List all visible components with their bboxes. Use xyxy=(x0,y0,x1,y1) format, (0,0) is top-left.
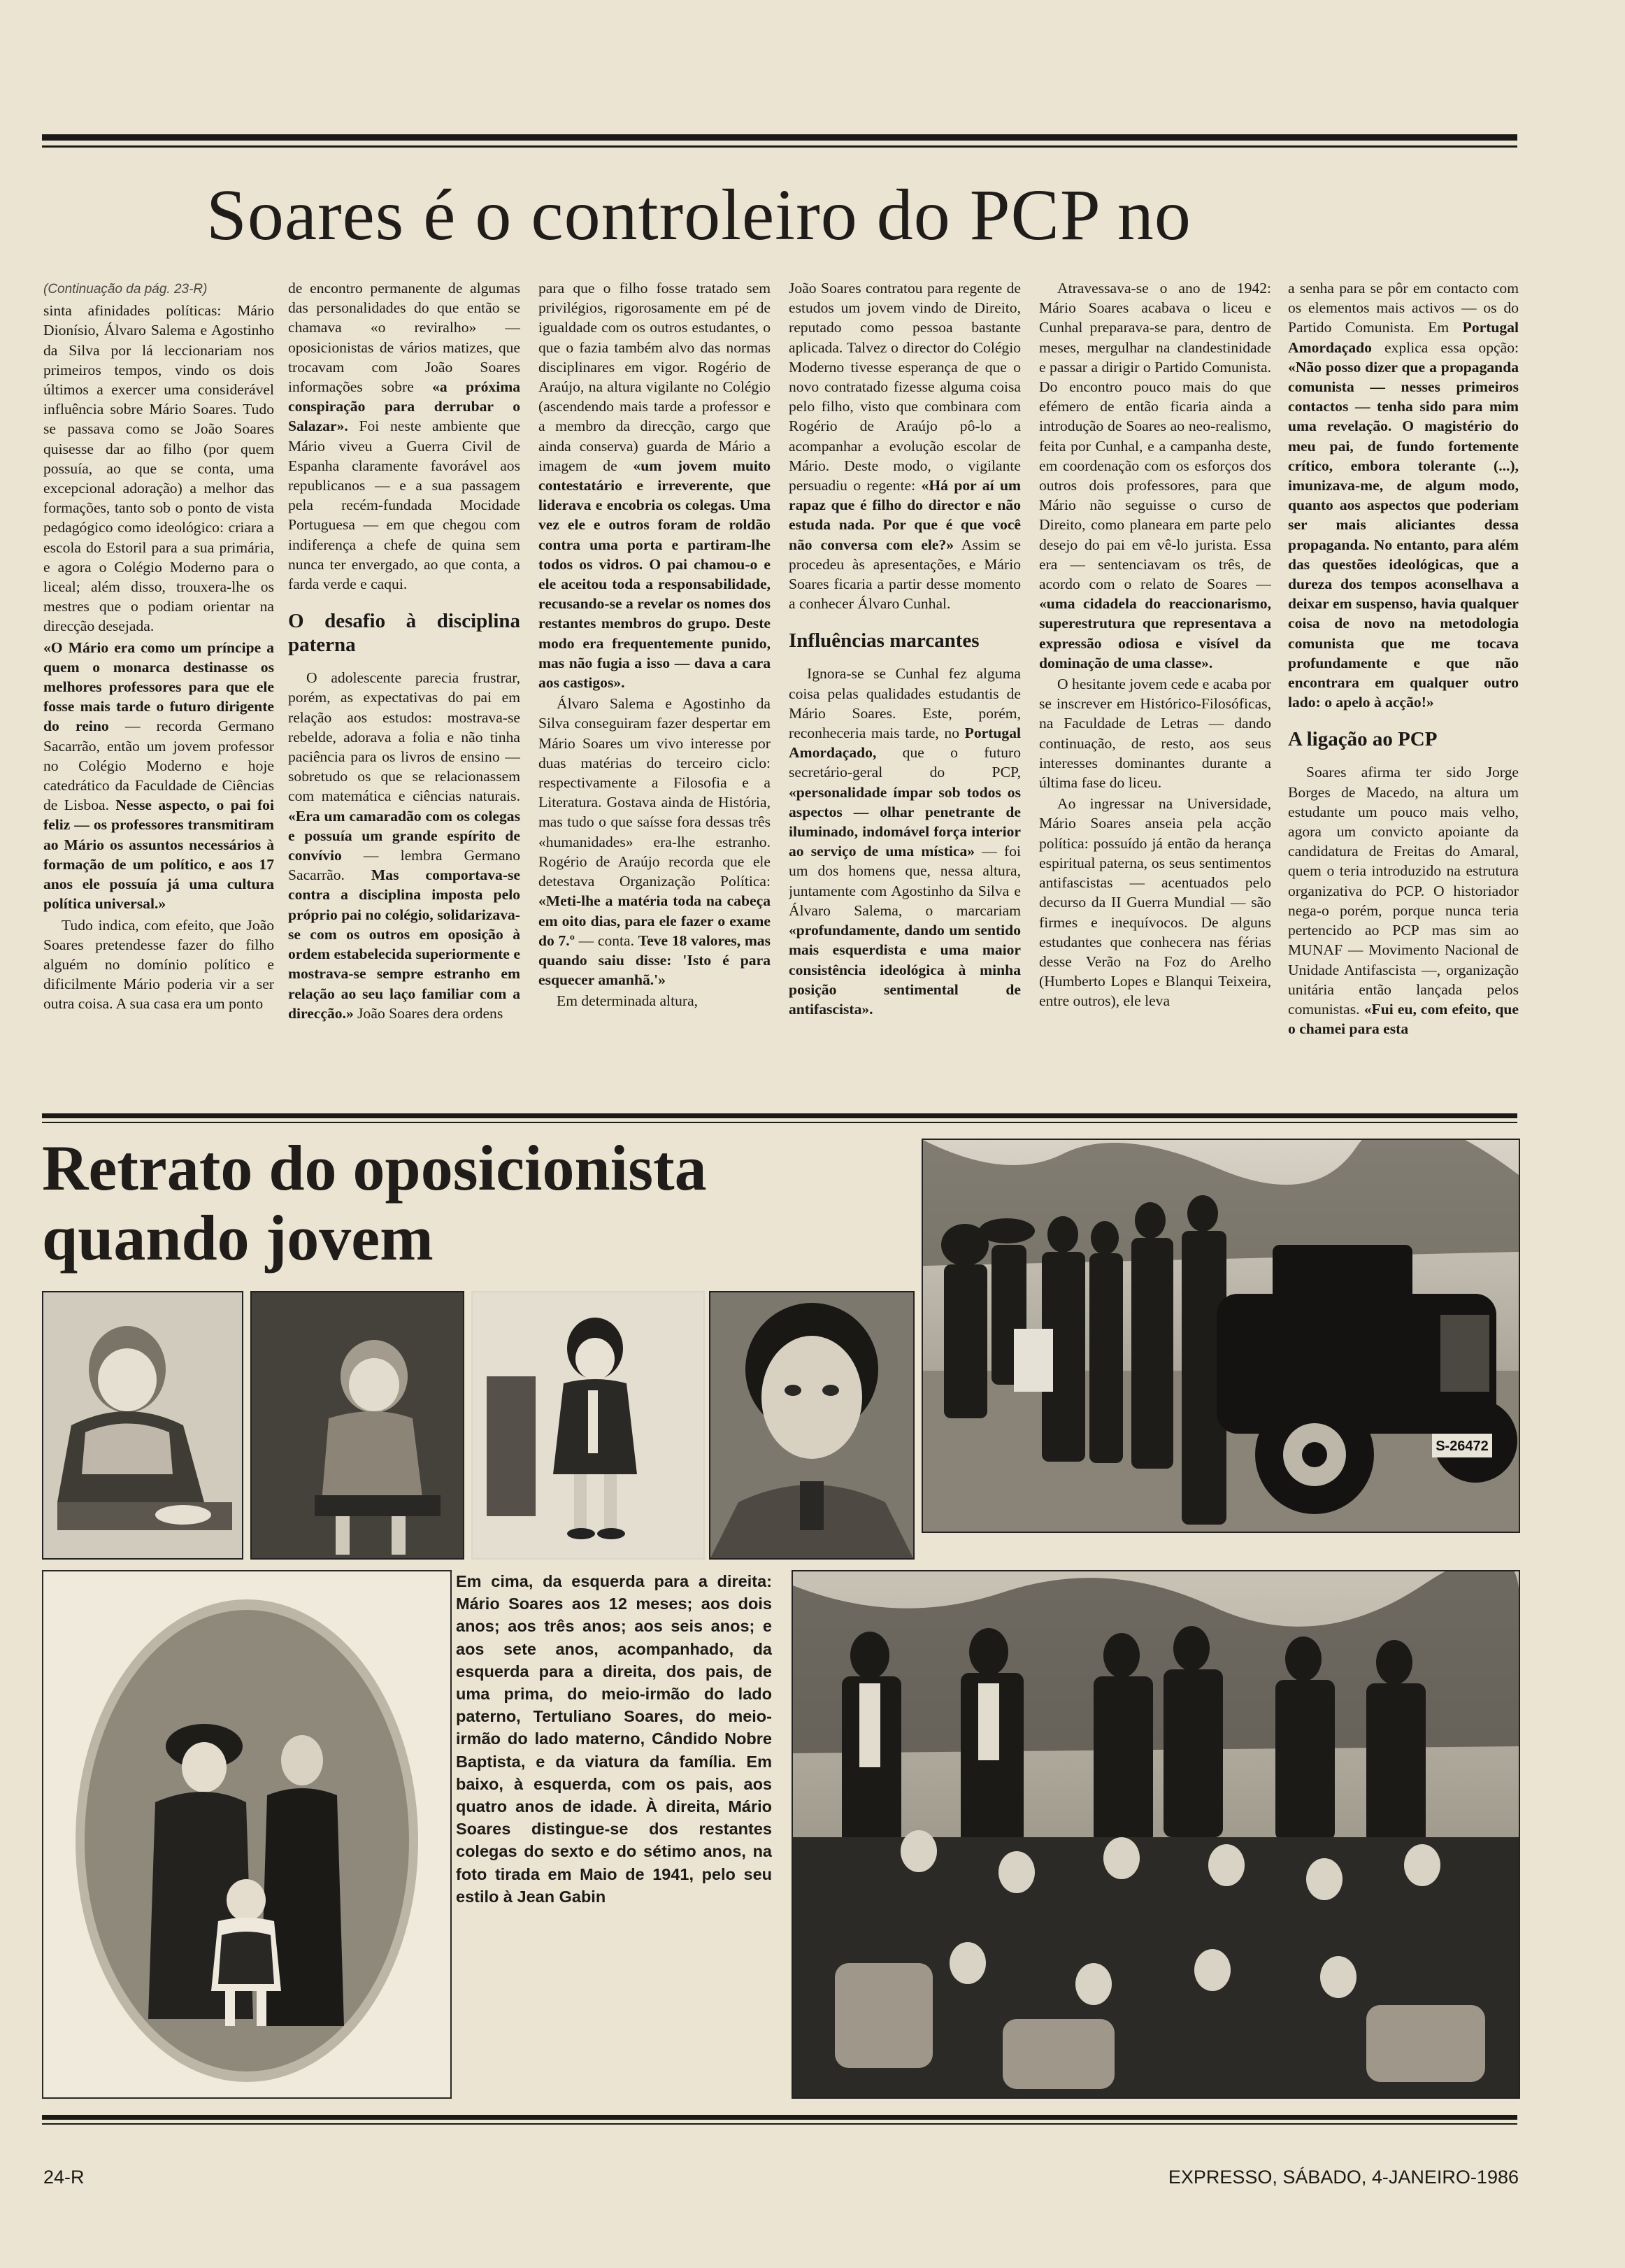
license-plate-text: S-26472 xyxy=(1436,1439,1489,1454)
top-rule-thick xyxy=(42,134,1517,141)
quote: «O Mário era como um príncipe a quem o monarca destinasse os melhores professores para que ele fosse mais tarde o futuro dirigente do reino xyxy=(43,639,274,735)
middle-rule-thick xyxy=(42,1113,1517,1118)
paragraph: de encontro permanente de algumas das personalidades do que então se chamava «o reviralho» — oposicionistas de vários matizes, que trocavam com João Soares informações sobre xyxy=(288,280,520,396)
paragraph: João Soares contratou para regente de estudos um jovem vindo de Direito, reputado como pessoa bastante aplicada. Talvez o director do Colégio Moderno tivesse esperança de que o novo contratado fizesse alguma coisa pelo filho, visto que combinara com Rogério de Araújo pô-lo a acompanhar a evolução escolar de Mário. Deste modo, o vigilante persuadiu o regente: xyxy=(789,280,1021,494)
quote: Mas comportava-se contra a disciplina imposta pelo próprio pai no colégio, solidarizava-se com os outros em oposição à ordem estabelecida superiormente e mostrava-se sempre estranho em relação ao seu laço familiar com a direcção.» xyxy=(288,866,520,1022)
photo-with-parents-oval-frame xyxy=(42,1570,452,2099)
quote: «uma cidadela do reaccionarismo, superestrutura que representava a expressão odiosa e visível da dominação de uma classe». xyxy=(1039,595,1271,671)
paragraph: — foi um dos homens que, nessa altura, juntamente com Agostinho da Silva e Álvaro Salema, o marcariam xyxy=(789,843,1021,919)
photo-school-group-1941 xyxy=(792,1570,1520,2099)
paragraph: Tudo indica, com efeito, que João Soares pretendesse fazer do filho alguém no domínio político e dificilmente Mário poderia vir a ser outra coisa. A sua casa era um ponto xyxy=(43,916,274,1013)
article-column-6 xyxy=(1288,278,1519,1097)
paragraph: — conta. xyxy=(578,932,635,949)
paragraph: Atravessava-se o ano de 1942: Mário Soares acabava o liceu e Cunhal preparava-se para, dentro de meses, mergulhar na clandestinidade e passar a dirigir o Partido Comunista. Do encontro pouco mais do que efémero de então ficaria ainda a introdução de Soares ao neo-realismo, feita por Cunhal, e a campanha deste, em coordenação com os esforços dos outros dois professores, para que Mário não seguisse o curso de Direito, como planeara em parte pelo desejo do pai em vê-lo jurista. Essa era — sentenciavam os três, de acordo com o relato de Soares — xyxy=(1039,280,1271,593)
paragraph: Álvaro Salema e Agostinho da Silva conseguiram fazer despertar em Mário Soares um vivo interesse por duas matérias do terceiro ciclo: respectivamente a Filosofia e a Literatura. Gostava ainda de História, mas tudo o que saísse fora dessas três «humanidades» era-lhe estranho. Rogério de Araújo recorda que ele detestava Organização Política: xyxy=(538,695,771,890)
photo-caption: Em cima, da esquerda para a direita: Mário Soares aos 12 meses; aos dois anos; aos três anos; aos seis anos; e aos sete anos, acompanhado, da esquerda para a direita, dos pais, de uma prima, do meio-irmão do lado paterno, Tertuliano Soares, do meio-irmão do lado materno, Cândido Nobre Baptista, e da viatura da família. Em baixo, à esquerda, com os pais, aos quatro anos de idade. À direita, Mário Soares distingue-se dos restantes colegas do sexto e do sétimo anos, na foto tirada em Maio de 1941, pelo seu estilo à Jean Gabin xyxy=(456,1572,772,1906)
book-title: Portugal Amordaçado xyxy=(1288,319,1519,356)
bottom-rule-thick xyxy=(42,2115,1517,2120)
photo-family-with-car-image xyxy=(923,1140,1519,1532)
book-title: Portugal Amordaçado, xyxy=(789,725,1021,762)
photo-family-with-car xyxy=(922,1139,1520,1533)
paragraph: Assim se procedeu às apresentações, e Mário Soares ficaria a partir desse momento a conhecer Álvaro Cunhal. xyxy=(789,536,1021,613)
photo-child-three-years xyxy=(471,1291,705,1560)
quote: «Há por aí um rapaz que é filho do director e não estuda nada. Por que é que você não conversa com ele?» xyxy=(789,477,1021,553)
bottom-rule-thin xyxy=(42,2123,1517,2125)
subheading: Influências marcantes xyxy=(789,629,980,652)
paragraph: O adolescente parecia frustrar, porém, as expectativas do pai em relação aos estudos: mostrava-se rebelde, adorava a folia e não tinha paciência para os livros de ensino — sobretudo os que se relacionassem com matemática e ciências naturais. xyxy=(288,669,520,805)
section-title: Retrato do oposicionista quando jovem xyxy=(42,1132,707,1274)
quote: «profundamente, dando um sentido mais esquerdista e uma maior consistência ideológica à minha posição sentimental de antifascista». xyxy=(789,922,1021,1018)
photo-baby-12-months xyxy=(42,1291,243,1560)
subheading: A ligação ao PCP xyxy=(1288,728,1438,751)
paragraph: Soares afirma ter sido Jorge Borges de Macedo, na altura um estudante um pouco mais velho, agora um convicto apoiante da candidatura de Freitas do Amaral, quem o teria introduzido na estrutura organizativa do PCP. O historiador nega-o porém, porque nunca teria pertencido ao PCP mas sim ao MUNAF — Movimento Nacional de Unidade Antifascista —, organização unitária então lançada pelos comunistas. xyxy=(1288,764,1519,1018)
subheading: O desafio à disciplina paterna xyxy=(288,610,520,657)
article-column-2 xyxy=(288,278,520,1097)
quote: «Fui eu, com efeito, que o chamei para esta xyxy=(1288,1000,1519,1038)
paragraph: — lembra Germano Sacarrão. xyxy=(288,847,520,884)
paragraph: Foi neste ambiente que Mário viveu a Guerra Civil de Espanha claramente favorável aos republicanos — e a sua passagem pela recém-fundada Mocidade Portuguesa — em que chegou com indiferença a chefe de quina sem nunca ter envergado, ao que conta, a farda verde e caqui. xyxy=(288,418,520,593)
paragraph: que o futuro secretário-geral do PCP, xyxy=(789,744,1021,781)
paragraph: para que o filho fosse tratado sem privilégios, rigorosamente em pé de igualdade com os outros estudantes, o que o fazia também alvo das normas disciplinares em vigor. Rogério de Araújo, na altura vigilante no Colégio (ascendendo mais tarde a professor e a membro da direcção, cargo que ainda conserva) guarda de Mário a imagem de xyxy=(538,280,771,474)
quote: «a próxima conspiração para derrubar o Salazar». xyxy=(288,378,520,435)
quote: Nesse aspecto, o pai foi feliz — os professores transmitiram ao Mário os assuntos necessários à formação de um político, e aos 17 anos ele possuía já uma cultura política universal.» xyxy=(43,797,274,913)
paragraph: O hesitante jovem cede e acaba por se inscrever em Histórico-Filosóficas, na Faculdade de Letras — dando continuação, de resto, aos seus interesses dominantes durante a última fase do liceu. xyxy=(1039,676,1271,792)
continuation-note: (Continuação da pág. 23-R) xyxy=(43,282,208,297)
quote: Teve 18 valores, mas quando saiu disse: 'Isto é para esquecer amanhã.'» xyxy=(538,932,771,989)
page-number: 24-R xyxy=(43,2167,85,2188)
article-column-1 xyxy=(43,278,274,1097)
paragraph: Ignora-se se Cunhal fez alguma coisa pelas qualidades estudantis de Mário Soares. Este, porém, reconheceria mais tarde, no xyxy=(789,665,1021,742)
top-rule-thin xyxy=(42,145,1517,148)
quote: «personalidade ímpar sob todos os aspectos — olhar penetrante de iluminado, indomável força interior ao serviço de uma mística» xyxy=(789,783,1021,860)
paragraph: Ao ingressar na Universidade, Mário Soares anseia pela acção política: possuído já então da herança espiritual paterna, os seus sentimentos antifascistas — acentuados pelo decurso da II Guerra Mundial — são firmes e inequívocos. De alguns estudantes que conhecera nas férias desse Verão na Foz do Arelho (Humberto Lopes e Blanqui Teixeira, entre outros), ele leva xyxy=(1039,795,1271,1010)
article-column-4 xyxy=(789,278,1021,1097)
paragraph: João Soares dera ordens xyxy=(357,1004,503,1022)
paragraph: sinta afinidades políticas: Mário Dionísio, Álvaro Salema e Agostinho da Silva por lá leccionariam nos primeiros tempos, vindo os dois últimos a exercer uma considerável influência sobre Mário Soares. Tudo se passava como se João Soares quisesse dar ao filho (por quem possuía, ao que se conta, uma excepcional adoração) a melhor das formações, tanto sob o ponto de vista pedagógico como ideológico: criara a escola do Estoril para a sua primária, e agora o Colégio Moderno para o liceal; além disso, trouxera-lhe os mestres que o podiam orientar na direcção desejada. xyxy=(43,302,274,635)
paragraph: — recorda Germano Sacarrão, então um jovem professor no Colégio Moderno e hoje catedrático da Faculdade de Ciências de Lisboa. xyxy=(43,718,274,814)
publication-dateline: EXPRESSO, SÁBADO, 4-JANEIRO-1986 xyxy=(1168,2167,1519,2188)
paragraph: a senha para se pôr em contacto com os elementos mais activos — os do Partido Comunista. Em xyxy=(1288,280,1519,336)
paragraph: Em determinada altura, xyxy=(557,992,699,1010)
paragraph: explica essa opção: xyxy=(1384,338,1519,356)
quote: «Meti-lhe a matéria toda na cabeça em oito dias, para ele fazer o exame do 7.º xyxy=(538,892,771,949)
photo-boy-six-years xyxy=(709,1291,915,1560)
quote: «um jovem muito contestatário e irreverente, que liderava e encobria os colegas. Uma vez ele e outros foram de roldão contra uma porta e partiram-lhe todos os vidros. O pai chamou-o e ele aceitou toda a responsabilidade, recusando-se a revelar os nomes dos restantes membros do grupo. Deste modo era frequentemente punido, mas não fugia a isso — dava a cara aos castigos». xyxy=(538,457,771,692)
headline: Soares é o controleiro do PCP no xyxy=(206,175,1191,255)
middle-rule-thin xyxy=(42,1122,1517,1123)
article-column-5 xyxy=(1039,278,1271,1097)
quote: «Era um camaradão com os colegas e possuía um grande espírito de convívio xyxy=(288,807,520,864)
quote: «Não posso dizer que a propaganda comunista — nesses primeiros contactos — tenha sido para mim uma revelação. O magistério do meu pai, de fundo fortemente crítico, embora tolerante (...), imunizava-me, de algum modo, quanto aos aspectos que poderiam ser mais aliciantes dessa propaganda. No entanto, para além das questões ideológicas, que a dureza dos tempos aconselhava a deixar em suspenso, havia qualquer coisa de novo na metodologia comunista que me tocava profundamente e que não encontrara em qualquer outro lado: o apelo à acção!» xyxy=(1288,358,1519,711)
photo-child-two-years xyxy=(250,1291,464,1560)
article-column-3 xyxy=(538,278,771,1097)
